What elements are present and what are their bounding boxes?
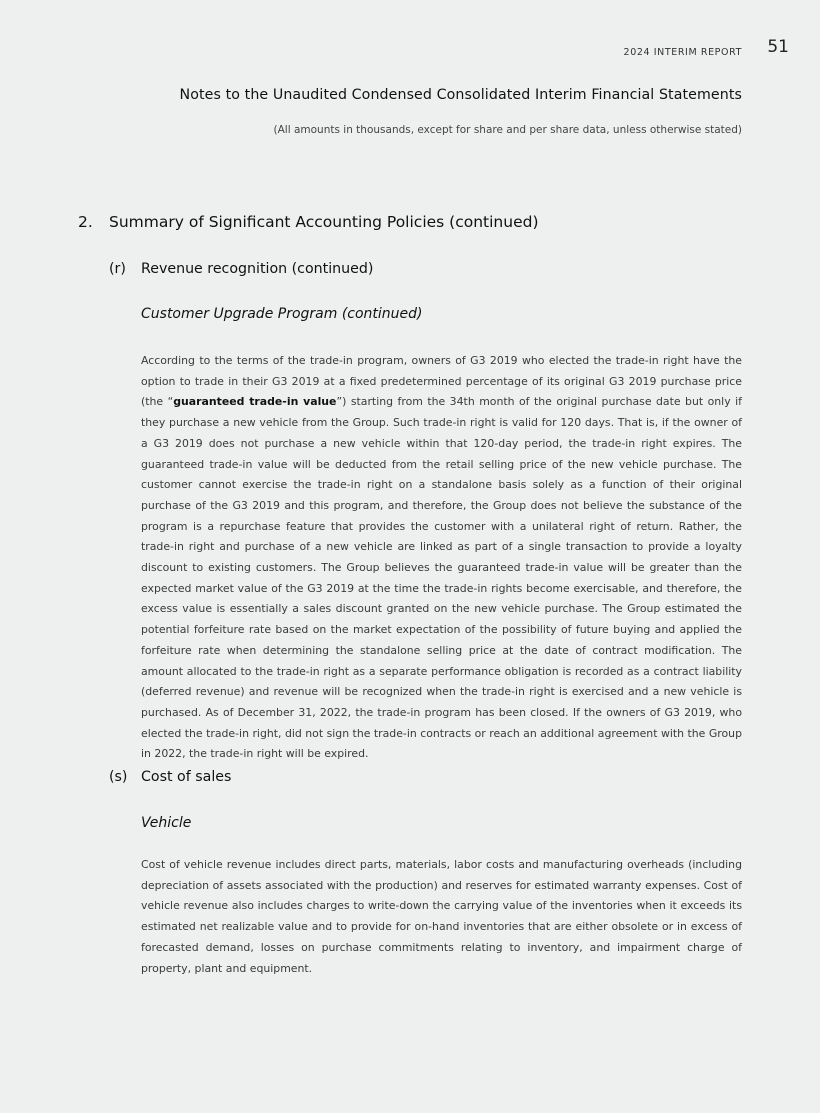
defined-term: guaranteed trade-in value xyxy=(173,395,337,409)
revenue-recognition-heading xyxy=(109,261,373,277)
section-number: 2. xyxy=(78,213,93,231)
subsection-title: Revenue recognition (continued) xyxy=(141,261,374,277)
paragraph-text: ”) starting from the 34th month of the original purchase date but only if they purchase a new vehicle from the Group. Such trade-in right is valid for 120 days. That is, if the owner of a G3 2019 does not purchase a new vehicle within that 120-day period, the trade-in right expires. The guaranteed trade-in value will be deducted from the retail selling price of the new vehicle purchase. The customer cannot exercise the trade-in right on a standalone basis solely as a function of their original purchase of the G3 2019 and this program, and therefore, the Group does not believe the substance of the program is a repurchase feature that provides the customer with a unilateral right of return. Rather, the trade-in right and purchase of a new vehicle are linked as part of a single transaction to provide a loyalty discount to existing customers. The Group believes the guaranteed trade-in value will be greater than the expected market value of the G3 2019 at the time the trade-in rights become exercisable, and therefore, the excess value is essentially a sales discount granted on the new vehicle purchase. The Group estimated the potential forfeiture rate based on the market expectation of the possibility of future buying and applied the forfeiture rate when determining the standalone selling price at the date of contract modification. The amount allocated to the trade-in right as a separate performance obligation is recorded as a contract liability (deferred revenue) and revenue will be recognized when the trade-in right is exercised and a new vehicle is purchased. As of December 31, 2022, the trade-in program has been closed. If the owners of G3 2019, who elected the trade-in right, did not sign the trade-in contracts or reach an additional agreement with the Group in 2022, the trade-in right will be expired. xyxy=(141,395,742,761)
subsection-title: Cost of sales xyxy=(141,769,232,785)
cost-of-sales-heading xyxy=(109,769,231,785)
section-title: Summary of Significant Accounting Policies (continued) xyxy=(109,213,539,231)
cost-of-vehicle-paragraph: Cost of vehicle revenue includes direct parts, materials, labor costs and manufacturing overheads (including depreciation of assets associated with the production) and reserves for estimated warranty expenses. Cost of vehicle revenue also includes charges to write-down the carrying value of the inventories when it exceeds its estimated net realizable value and to provide for on-hand inventories that are either obsolete or in excess of forecasted demand, losses on purchase commitments relating to inventory, and impairment charge of property, plant and equipment. xyxy=(141,858,742,975)
document-title: Notes to the Unaudited Condensed Consolidated Interim Financial Statements xyxy=(179,87,742,103)
subsection-letter: (r) xyxy=(109,261,126,277)
document-subtitle: (All amounts in thousands, except for share and per share data, unless otherwise stated) xyxy=(273,124,742,136)
trade-in-paragraph xyxy=(141,351,742,765)
section-heading xyxy=(78,213,539,231)
subsection-letter: (s) xyxy=(109,769,128,785)
customer-upgrade-program-heading: Customer Upgrade Program (continued) xyxy=(141,306,423,322)
page-number: 51 xyxy=(767,37,789,57)
paragraph-text: According to the terms of the trade-in program, owners of G3 2019 who elected the trade-in right have the option to trade in their G3 2019 at a fixed predetermined percentage of its original G3 2019 purchase price (the “ xyxy=(141,354,742,409)
vehicle-heading: Vehicle xyxy=(141,815,192,831)
report-label: 2024 INTERIM REPORT xyxy=(623,47,742,58)
